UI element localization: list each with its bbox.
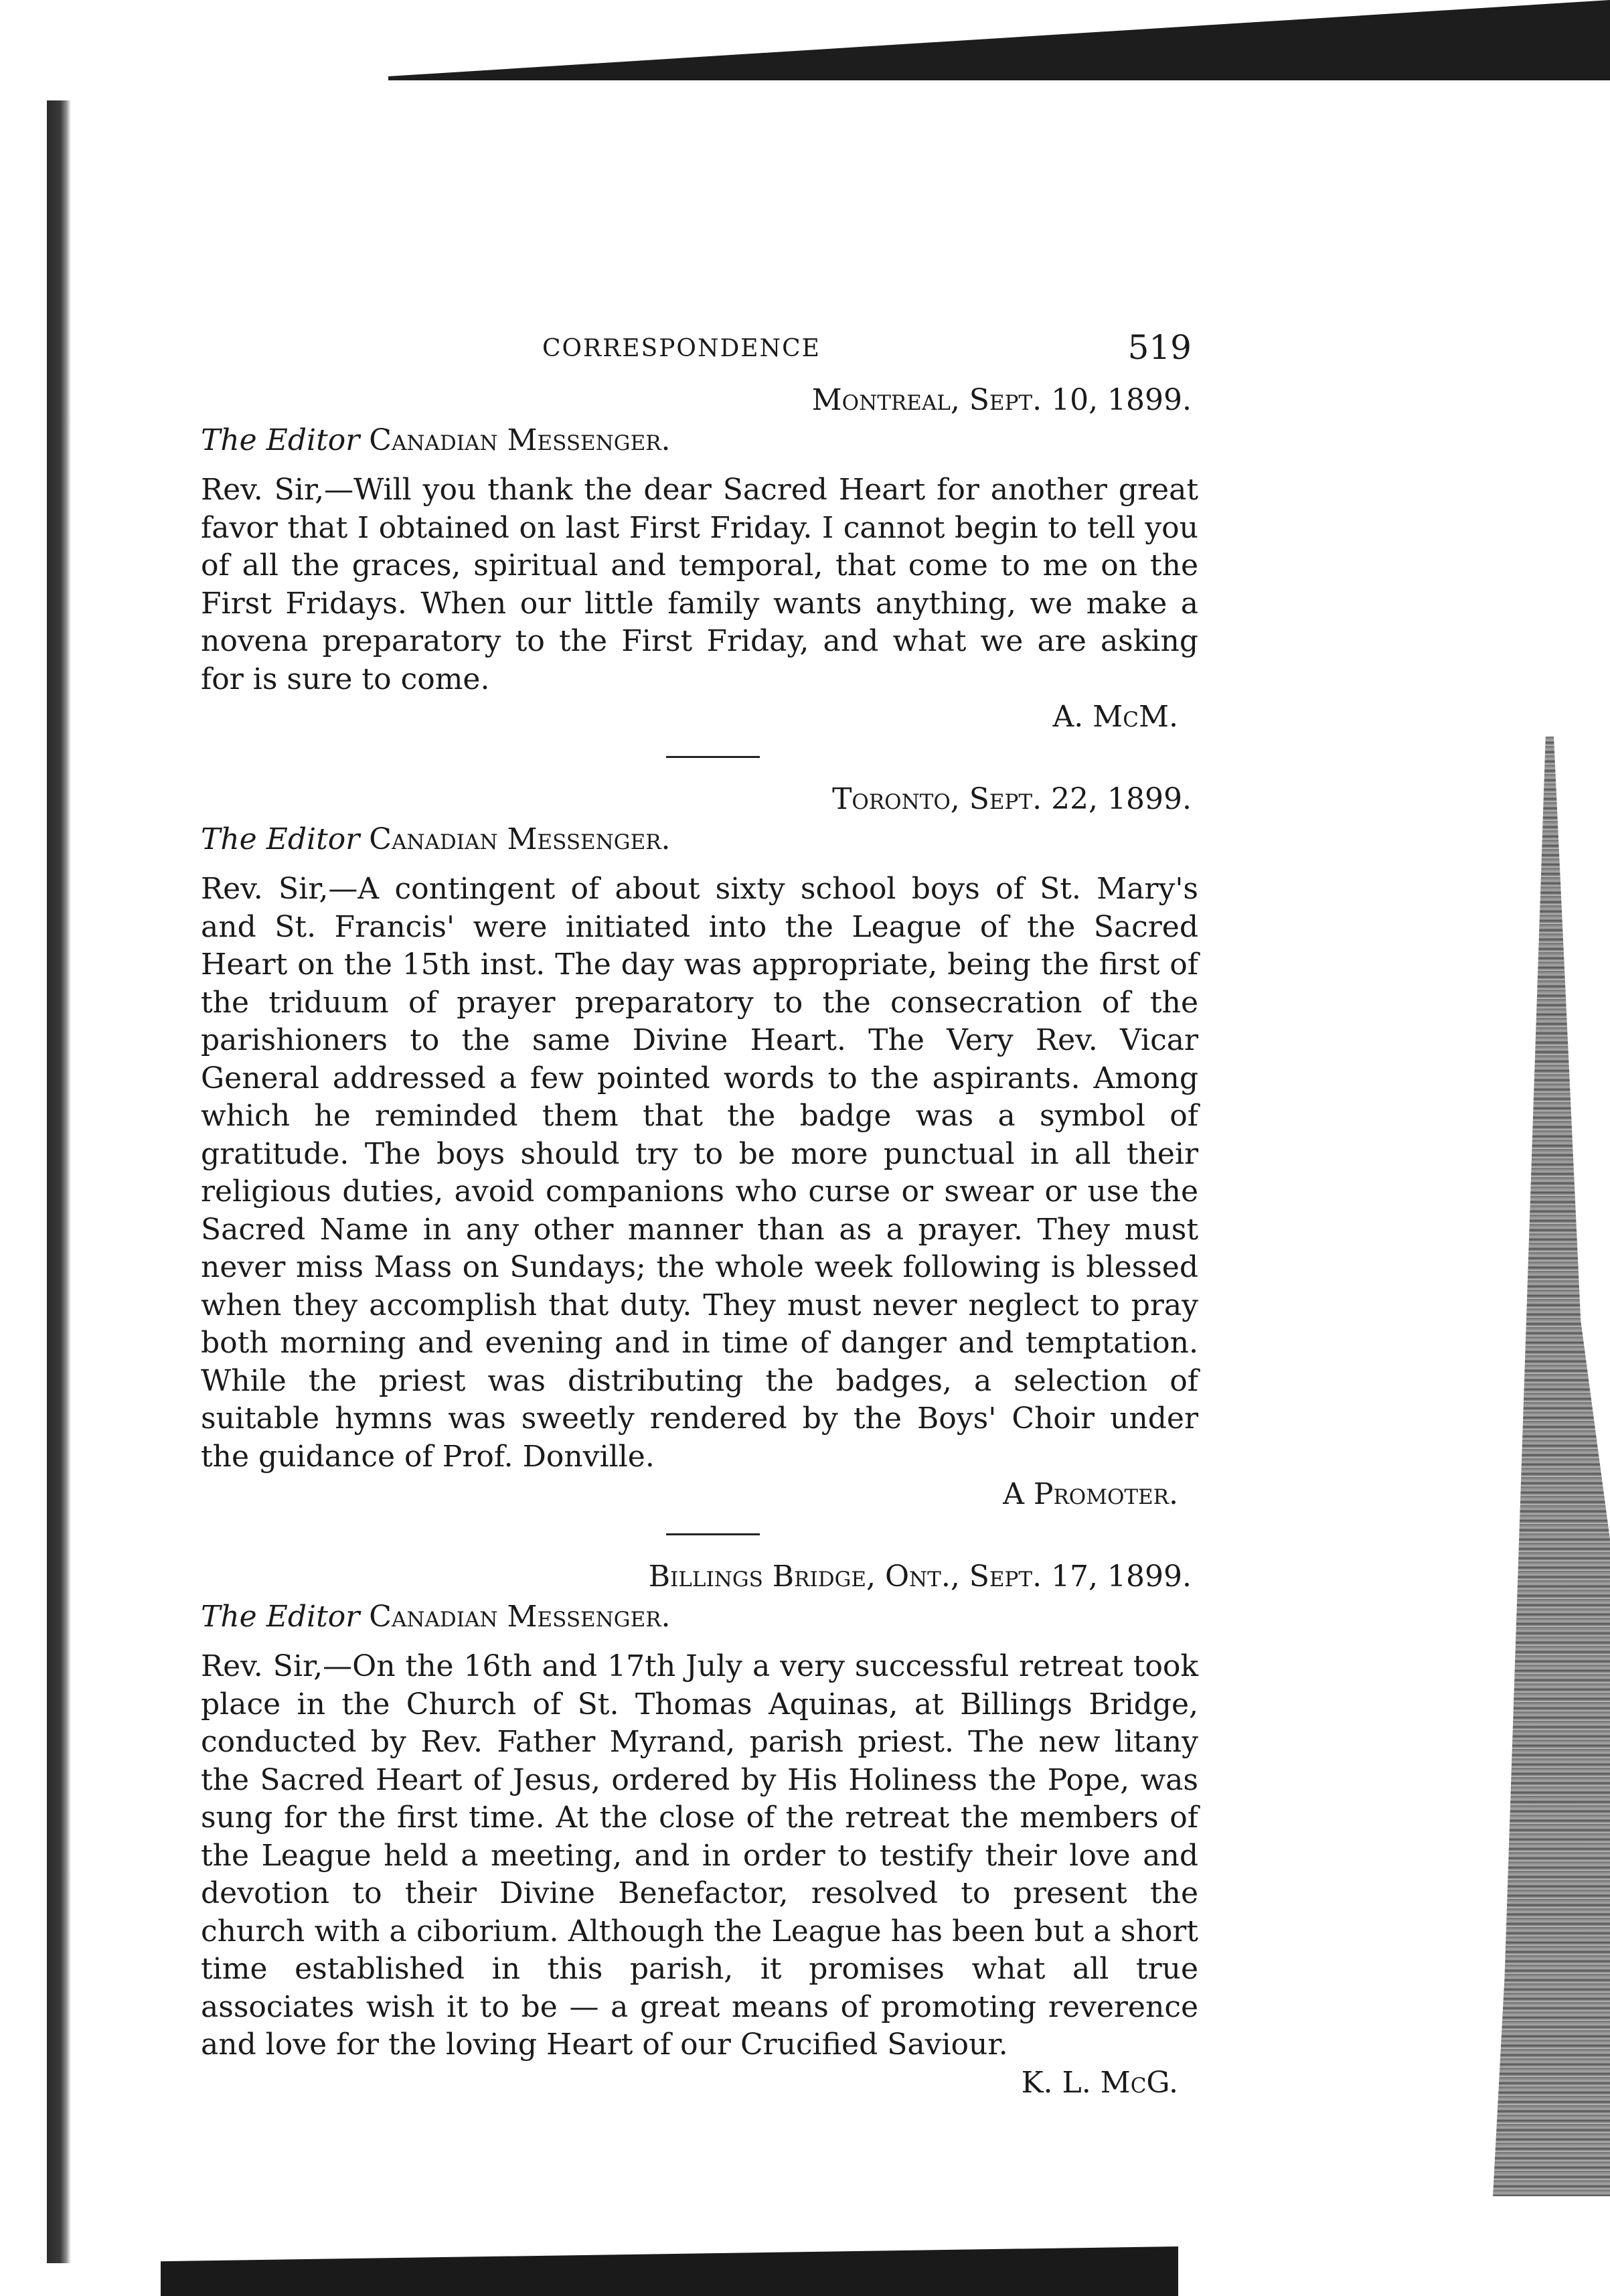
page (201, 321, 1198, 2102)
page-number: 519 (1127, 328, 1192, 367)
section-divider (666, 756, 760, 758)
letter-dateline: Toronto, Sept. 22, 1899. (832, 782, 1192, 816)
letter-addressee (201, 821, 1198, 858)
letter-paragraph: Rev. Sir,—On the 16th and 17th July a very successful retreat took place in the Church of St. Thomas Aquinas, at Billings Bridge, conducted by Rev. Father Myrand, parish priest. The new litany the Sacred Heart of Jesus, ordered by His Holiness the Pope, was sung for the first time. At the close of the retreat the members of the League held a meeting, and in order to testify their love and devotion to their Divine Benefactor, resolved to present the church with a ciborium. Although the League has been but a short time established in this parish, it promises what all true associates wish it to be — a great means of promoting reverence and love for the loving Heart of our Crucified Saviour. (201, 1649, 1198, 2062)
scan-shadow-right (1493, 737, 1610, 2196)
letter-body (201, 471, 1198, 698)
addressee-title: The Editor (201, 822, 360, 856)
addressee-title: The Editor (201, 423, 360, 457)
letter-2 (201, 781, 1198, 1513)
letter-body (201, 870, 1198, 1476)
letter-addressee (201, 1598, 1198, 1636)
letter-1 (201, 382, 1198, 736)
letter-body (201, 1648, 1198, 2064)
letter-signature: A Promoter. (1003, 1477, 1178, 1511)
letter-signature: K. L. McG. (1021, 2065, 1178, 2100)
addressee-publication: Canadian Messenger. (369, 822, 671, 856)
letter-paragraph: Rev. Sir,—Will you thank the dear Sacred Heart for another great favor that I obtained on last First Friday. I cannot begin to tell you of all the graces, spiritual and temporal, that come to me on the First Fridays. When our little family wants anything, we make a novena preparatory to the First Friday, and what we are asking for is sure to come. (201, 473, 1198, 696)
addressee-publication: Canadian Messenger. (369, 423, 671, 457)
letter-signature: A. McM. (1052, 700, 1178, 734)
letter-addressee (201, 422, 1198, 459)
addressee-title: The Editor (201, 1600, 360, 1634)
scan-shadow-left (47, 100, 71, 2263)
section-divider (666, 1533, 760, 1535)
scan-shadow-bottom (161, 2246, 1178, 2296)
running-head (201, 321, 1198, 382)
letter-3 (201, 1558, 1198, 2102)
running-head-title: CORRESPONDENCE (542, 335, 821, 362)
addressee-publication: Canadian Messenger. (369, 1600, 671, 1634)
letter-paragraph: Rev. Sir,—A contingent of about sixty school boys of St. Mary's and St. Francis' were initiated into the League of the Sacred Heart on the 15th inst. The day was appropriate, being the first of the triduum of prayer preparatory to the consecration of the parishioners to the same Divine Heart. The Very Rev. Vicar General addressed a few pointed words to the aspirants. Among which he reminded them that the badge was a symbol of gratitude. The boys should try to be more punctual in all their religious duties, avoid companions who curse or swear or use the Sacred Name in any other manner than as a prayer. They must never miss Mass on Sundays; the whole week following is blessed when they accomplish that duty. They must never neglect to pray both morning and evening and in time of danger and temptation. While the priest was distributing the badges, a selection of suitable hymns was sweetly rendered by the Boys' Choir under the guidance of Prof. Donville. (201, 872, 1198, 1474)
letter-dateline: Montreal, Sept. 10, 1899. (811, 383, 1192, 417)
letter-dateline: Billings Bridge, Ont., Sept. 17, 1899. (648, 1559, 1192, 1594)
scan-shadow-top (388, 0, 1610, 80)
